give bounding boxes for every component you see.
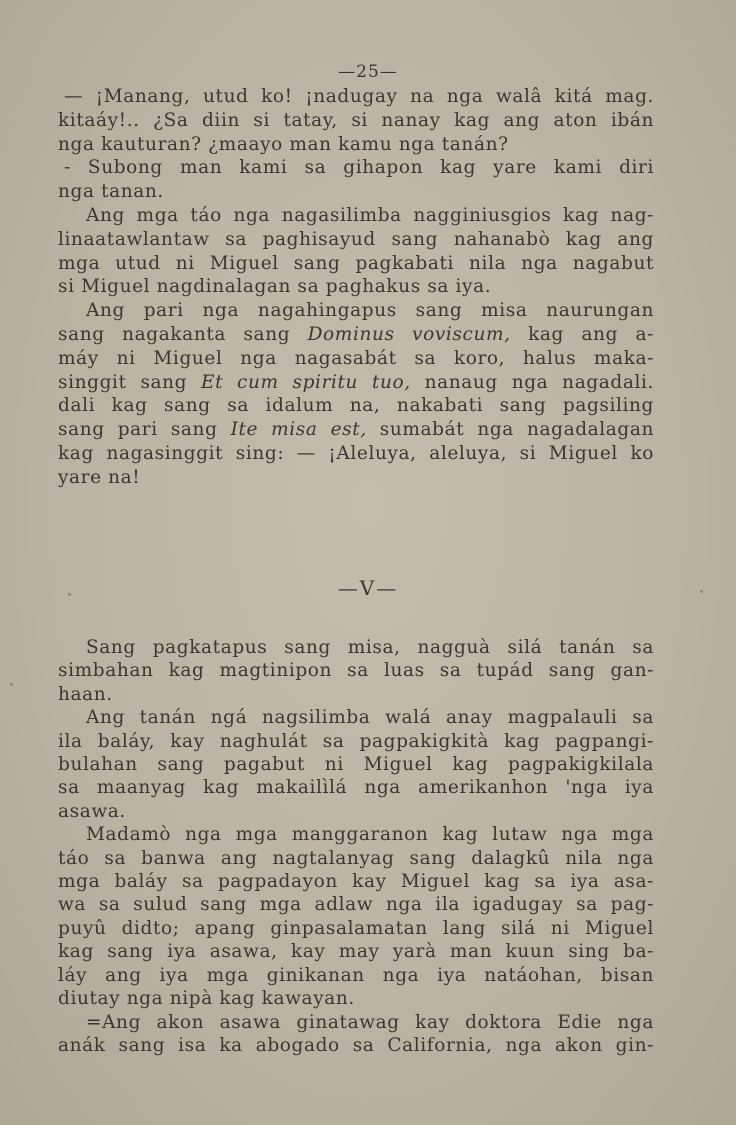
latin-phrase: Dominus voviscum,	[307, 323, 511, 345]
paragraph-dialogue-2	[58, 156, 654, 204]
text-line: si Miguel nagdinalagan sa paghakus sa iya.	[58, 276, 492, 298]
text-line: mga baláy sa pagpadayon kay Miguel kag sa iya asa-	[58, 871, 654, 893]
text-segment: sang pari sang	[58, 419, 231, 441]
text-block-top	[58, 85, 654, 490]
text-segment: kag ang a-	[510, 323, 654, 345]
latin-phrase: Ite misa est,	[230, 419, 367, 441]
text-line: Ang tanán ngá nagsilimba walá anay magpalauli sa	[86, 707, 654, 729]
paragraph-narrative-1	[58, 204, 654, 299]
text-segment: nanaug nga nagadali.	[410, 371, 654, 393]
paragraph-wealthy-offers	[58, 823, 654, 1010]
text-line: Sang pagkatapus sang misa, nagguà silá tanán sa	[86, 637, 654, 658]
text-line: yare na!	[58, 466, 141, 488]
text-line: nga kauturan? ¿maayo man kamu nga tanán?	[58, 133, 509, 155]
text-line: kag nagasinggit sing: — ¡Aleluya, aleluya, si Miguel ko	[58, 442, 654, 464]
text-line: haan.	[58, 683, 113, 705]
text-line	[58, 323, 654, 347]
paragraph-wife-intro	[58, 1011, 654, 1058]
latin-phrase: Et cum spiritu tuo,	[201, 371, 411, 393]
text-line: táo sa banwa ang nagtalanyag sang dalagkû nila nga	[58, 847, 654, 869]
text-line: Ang pari nga nagahingapus sang misa naurungan	[86, 300, 654, 322]
text-line: láy ang iya mga ginikanan nga iya natáohan, bisan	[58, 964, 654, 986]
text-line: anák sang isa ka abogado sa California, nga akon gin-	[58, 1034, 654, 1056]
text-line: nga tanan.	[58, 181, 164, 203]
text-segment: singgit sang	[58, 371, 201, 393]
text-line: Madamò nga mga manggaranon kag lutaw nga mga	[86, 824, 654, 846]
paper-speck	[10, 683, 13, 686]
text-segment: sang nagakanta sang	[58, 323, 308, 345]
text-line: - Subong man kami sa gihapon kag yare kami diri	[64, 157, 654, 179]
text-line: puyû didto; apang ginpasalamatan lang silá ni Miguel	[58, 917, 654, 939]
chapter-heading: —V—	[337, 576, 399, 600]
text-line: mga utud ni Miguel sang pagkabati nila nga nagabut	[58, 252, 654, 274]
text-line: kitaáy!.. ¿Sa diin si tatay, si nanay kag ang aton ibán	[58, 109, 654, 131]
paper-speck	[68, 593, 71, 596]
text-block-bottom	[58, 636, 654, 1057]
text-line	[58, 371, 654, 395]
paragraph-after-mass	[58, 636, 654, 706]
text-line: dali kag sang sa idalum na, nakabati sang pagsiling	[58, 395, 654, 417]
text-line: linaatawlantaw sa paghisayud sang nahanabò kag ang	[58, 228, 654, 250]
text-line: kag sang iya asawa, kay may yarà man kuun sing ba-	[58, 941, 654, 963]
paragraph-congregation	[58, 706, 654, 823]
text-line: =Ang akon asawa ginatawag kay doktora Edie nga	[86, 1011, 654, 1033]
paper-speck	[700, 590, 703, 593]
text-line: simbahan kag magtinipon sa luas sa tupád sang gan-	[58, 660, 654, 682]
text-line	[58, 418, 654, 442]
text-line: asawa.	[58, 800, 126, 822]
paragraph-dialogue-1	[58, 85, 654, 156]
text-line: máy ni Miguel nga nagasabát sa koro, halus maka-	[58, 347, 654, 369]
text-segment: sumabát nga nagadalagan	[366, 419, 655, 441]
text-line: ila baláy, kay naghulát sa pagpakigkità kag pagpangi-	[58, 730, 654, 752]
text-line: bulahan sang pagabut ni Miguel kag pagpakigkilala	[58, 754, 654, 776]
page-number: —25—	[338, 62, 398, 82]
text-line: sa maanyag kag makailìlá nga amerikanhon 'nga iya	[58, 777, 654, 799]
text-line: wa sa sulud sang mga adlaw nga ila igadugay sa pag-	[58, 894, 654, 916]
text-line: — ¡Manang, utud ko! ¡nadugay na nga walâ kitá mag.	[64, 86, 654, 107]
paragraph-mass	[58, 299, 654, 489]
text-line: Ang mga táo nga nagasilimba nagginiusgios kag nag-	[86, 204, 654, 226]
text-line: diutay nga nipà kag kawayan.	[58, 988, 355, 1010]
